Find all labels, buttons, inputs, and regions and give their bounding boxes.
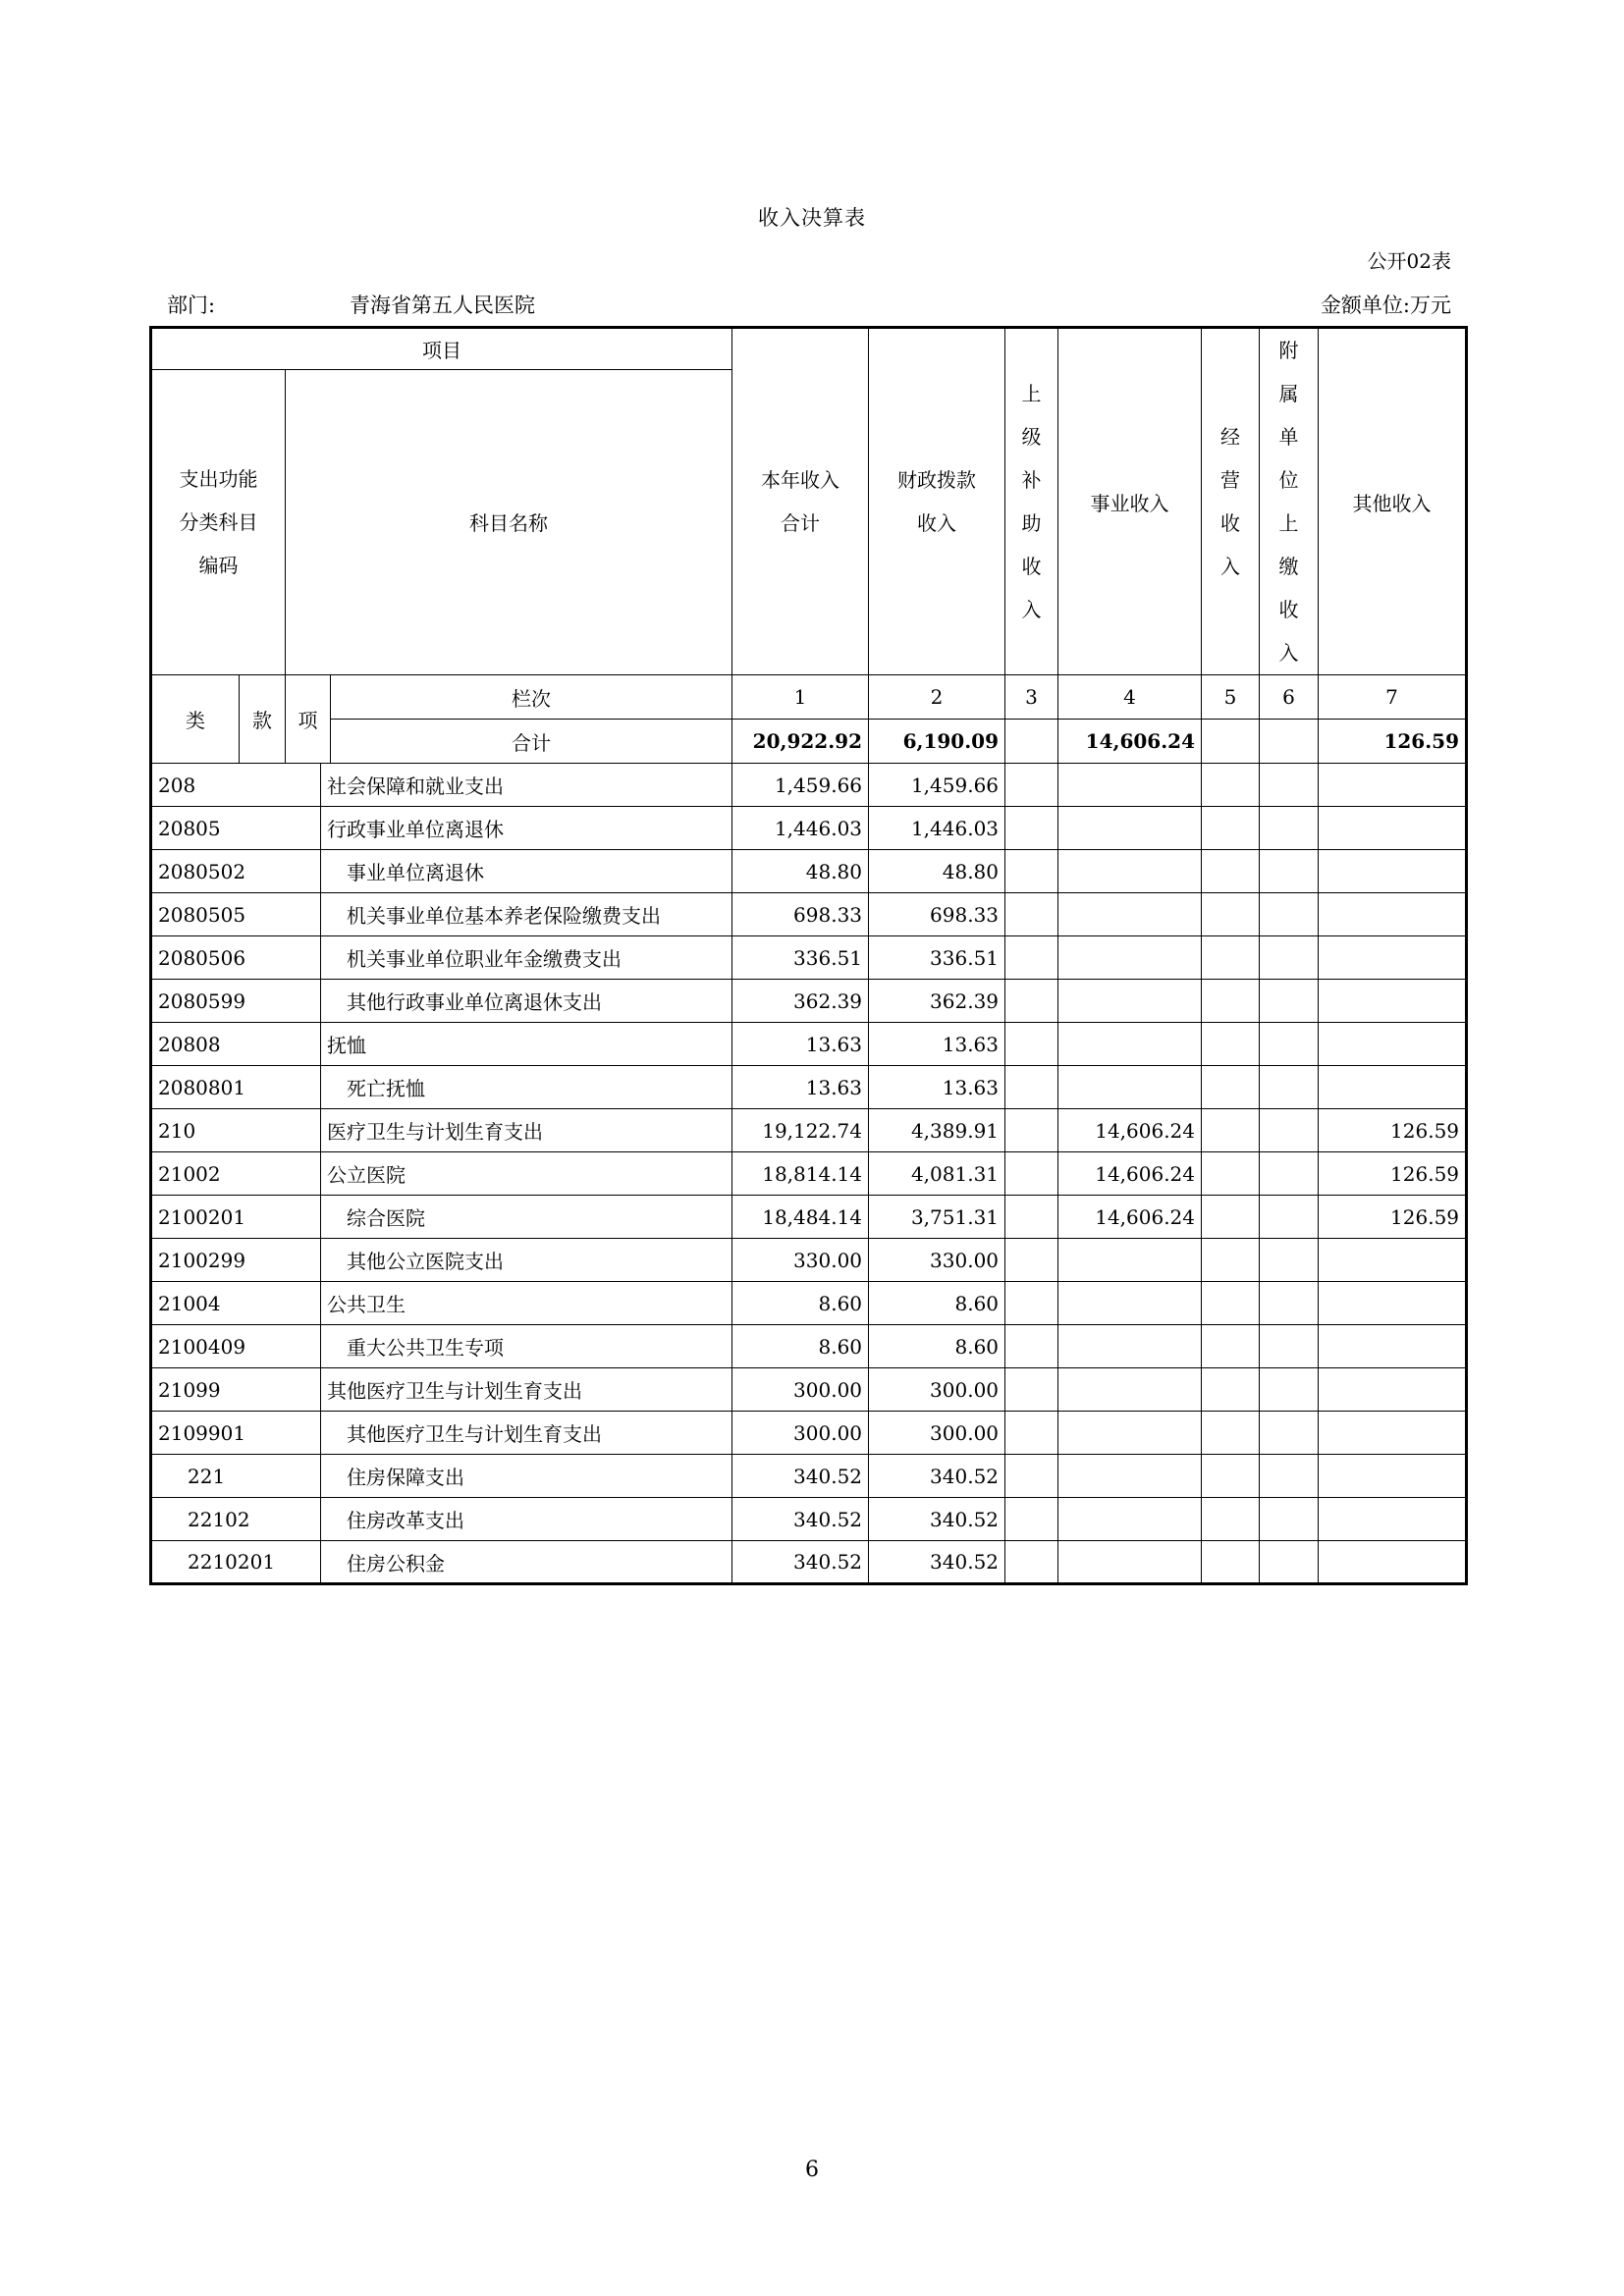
table-row [151,807,1467,850]
row-value: 340.52 [732,1498,869,1541]
row-code: 2100201 [151,1196,321,1239]
row-value: 13.63 [732,1066,869,1109]
table-row [151,1412,1467,1455]
total-cell: 126.59 [1319,720,1467,764]
table-row [151,764,1467,807]
header-affiliated: 附属单位上缴收入 [1260,328,1319,675]
department-label: 部门: [167,294,216,317]
row-code: 2109901 [151,1412,321,1455]
row-value [1202,1325,1260,1368]
row-value [1202,1541,1260,1584]
row-value: 340.52 [732,1455,869,1498]
row-name: 医疗卫生与计划生育支出 [321,1109,732,1152]
col-no: 1 [732,675,869,720]
row-value: 336.51 [732,936,869,980]
row-value [1319,850,1467,893]
row-value: 3,751.31 [869,1196,1005,1239]
row-value: 13.63 [869,1023,1005,1066]
row-value: 8.60 [869,1325,1005,1368]
row-name: 其他医疗卫生与计划生育支出 [321,1368,732,1412]
col-no: 2 [869,675,1005,720]
row-value [1005,1239,1058,1282]
row-value [1005,1541,1058,1584]
row-value [1005,936,1058,980]
col-no: 7 [1319,675,1467,720]
row-value: 340.52 [869,1498,1005,1541]
row-name: 行政事业单位离退休 [321,807,732,850]
table-row [151,1282,1467,1325]
row-value [1005,893,1058,936]
header-func-code: 支出功能分类科目编码 [151,369,286,674]
income-final-accounts-table [149,326,1468,1585]
row-value: 14,606.24 [1058,1196,1202,1239]
row-name: 公共卫生 [321,1282,732,1325]
row-value [1260,1368,1319,1412]
col-no: 5 [1202,675,1260,720]
row-value [1260,936,1319,980]
row-code: 2080502 [151,850,321,893]
row-code: 21002 [151,1152,321,1196]
row-value [1058,1541,1202,1584]
header-operating: 经营收入 [1202,328,1260,675]
row-value [1260,893,1319,936]
amount-unit: 金额单位:万元 [1320,294,1451,317]
row-value [1058,1498,1202,1541]
row-value: 330.00 [869,1239,1005,1282]
row-value [1260,1541,1319,1584]
row-code: 221 [151,1455,321,1498]
table-row [151,1023,1467,1066]
row-value [1260,1498,1319,1541]
row-value [1058,807,1202,850]
row-value [1319,1541,1467,1584]
row-code: 2100409 [151,1325,321,1368]
table-row [151,1109,1467,1152]
row-code: 210 [151,1109,321,1152]
row-name: 住房公积金 [321,1541,732,1584]
col-no: 6 [1260,675,1319,720]
row-value [1202,1152,1260,1196]
row-value: 1,446.03 [869,807,1005,850]
row-value [1005,1152,1058,1196]
row-value: 4,389.91 [869,1109,1005,1152]
row-value [1058,893,1202,936]
total-cell [1005,720,1058,764]
row-name: 住房保障支出 [321,1455,732,1498]
row-value [1260,850,1319,893]
row-value [1202,1196,1260,1239]
row-value [1202,1412,1260,1455]
row-value [1005,807,1058,850]
row-value: 1,446.03 [732,807,869,850]
row-value [1005,1282,1058,1325]
row-code: 2080506 [151,936,321,980]
department-name: 青海省第五人民医院 [350,294,535,317]
row-value [1058,1368,1202,1412]
row-value [1005,764,1058,807]
row-value [1202,1455,1260,1498]
header-project: 项目 [151,328,732,370]
row-value: 362.39 [732,980,869,1023]
row-value [1005,1325,1058,1368]
row-code: 21099 [151,1368,321,1412]
page-title: 收入决算表 [758,206,866,230]
row-value [1260,764,1319,807]
table-row [151,1368,1467,1412]
table-row [151,1455,1467,1498]
row-value: 8.60 [732,1325,869,1368]
row-name: 死亡抚恤 [321,1066,732,1109]
row-value [1005,1196,1058,1239]
row-value [1319,1325,1467,1368]
row-value: 300.00 [732,1412,869,1455]
row-value [1005,1498,1058,1541]
header-subject-name: 科目名称 [286,369,732,674]
total-cell [1260,720,1319,764]
row-name: 社会保障和就业支出 [321,764,732,807]
row-value [1260,1412,1319,1455]
row-value [1319,1239,1467,1282]
total-cell: 6,190.09 [869,720,1005,764]
row-value: 340.52 [732,1541,869,1584]
row-value [1202,936,1260,980]
row-value [1005,980,1058,1023]
total-cell: 14,606.24 [1058,720,1202,764]
row-value [1058,980,1202,1023]
row-name: 公立医院 [321,1152,732,1196]
row-value: 18,484.14 [732,1196,869,1239]
row-name: 其他公立医院支出 [321,1239,732,1282]
row-value [1319,1412,1467,1455]
col-no: 3 [1005,675,1058,720]
row-value [1202,1239,1260,1282]
row-value: 336.51 [869,936,1005,980]
row-value [1260,1325,1319,1368]
row-value: 8.60 [869,1282,1005,1325]
row-value [1319,1066,1467,1109]
row-value [1319,764,1467,807]
row-value: 362.39 [869,980,1005,1023]
row-value [1202,807,1260,850]
row-value [1058,1412,1202,1455]
row-value: 19,122.74 [732,1109,869,1152]
row-value [1260,1455,1319,1498]
header-xiang: 项 [286,675,331,764]
row-value: 4,081.31 [869,1152,1005,1196]
row-value: 698.33 [869,893,1005,936]
row-code: 20805 [151,807,321,850]
row-value [1005,850,1058,893]
row-value [1319,1455,1467,1498]
row-value [1202,850,1260,893]
table-row [151,980,1467,1023]
row-value: 126.59 [1319,1152,1467,1196]
row-value [1260,1152,1319,1196]
table-row [151,850,1467,893]
row-value [1058,764,1202,807]
row-value [1202,980,1260,1023]
row-value: 126.59 [1319,1109,1467,1152]
row-value [1260,1023,1319,1066]
row-name: 事业单位离退休 [321,850,732,893]
row-value [1005,1412,1058,1455]
header-superior: 上级补助收入 [1005,328,1058,675]
row-value [1319,1282,1467,1325]
header-column-no: 栏次 [331,675,732,720]
table-row [151,1196,1467,1239]
row-value [1202,1066,1260,1109]
row-value [1058,1239,1202,1282]
row-value [1005,1455,1058,1498]
row-value: 13.63 [732,1023,869,1066]
row-code: 2080801 [151,1066,321,1109]
row-value [1260,980,1319,1023]
row-value: 13.63 [869,1066,1005,1109]
row-name: 重大公共卫生专项 [321,1325,732,1368]
row-value: 1,459.66 [869,764,1005,807]
row-value: 14,606.24 [1058,1109,1202,1152]
table-row [151,1541,1467,1584]
row-value [1319,1498,1467,1541]
row-value: 300.00 [869,1412,1005,1455]
row-value: 340.52 [869,1541,1005,1584]
row-code: 2080599 [151,980,321,1023]
row-value: 698.33 [732,893,869,936]
row-value [1202,1109,1260,1152]
sum-label: 合计 [331,720,732,764]
row-code: 21004 [151,1282,321,1325]
header-kuan: 款 [240,675,286,764]
row-value [1202,1282,1260,1325]
row-value: 18,814.14 [732,1152,869,1196]
row-value: 300.00 [732,1368,869,1412]
row-name: 机关事业单位职业年金缴费支出 [321,936,732,980]
header-other: 其他收入 [1319,328,1467,675]
row-value [1058,850,1202,893]
total-cell [1202,720,1260,764]
row-value: 126.59 [1319,1196,1467,1239]
row-value: 340.52 [869,1455,1005,1498]
row-value [1058,1282,1202,1325]
row-code: 208 [151,764,321,807]
row-code: 2100299 [151,1239,321,1282]
row-value [1260,1109,1319,1152]
col-no: 4 [1058,675,1202,720]
row-name: 其他医疗卫生与计划生育支出 [321,1412,732,1455]
row-value [1319,1368,1467,1412]
row-value [1319,1023,1467,1066]
row-code: 22102 [151,1498,321,1541]
row-value [1058,1455,1202,1498]
row-value [1319,936,1467,980]
row-code: 2210201 [151,1541,321,1584]
table-row [151,893,1467,936]
row-value [1005,1368,1058,1412]
row-value [1202,893,1260,936]
row-value: 48.80 [869,850,1005,893]
row-code: 2080505 [151,893,321,936]
row-value: 330.00 [732,1239,869,1282]
row-value [1005,1023,1058,1066]
table-row [151,1498,1467,1541]
row-value [1058,1023,1202,1066]
row-value [1260,1282,1319,1325]
row-value: 1,459.66 [732,764,869,807]
row-value [1319,807,1467,850]
table-row [151,1152,1467,1196]
row-value [1202,1498,1260,1541]
row-value [1058,1325,1202,1368]
row-value [1202,1368,1260,1412]
row-value: 8.60 [732,1282,869,1325]
row-code: 20808 [151,1023,321,1066]
row-value [1319,980,1467,1023]
row-value [1260,1196,1319,1239]
header-fiscal: 财政拨款收入 [869,328,1005,675]
row-value [1202,764,1260,807]
table-row [151,936,1467,980]
total-cell: 20,922.92 [732,720,869,764]
row-value [1260,1239,1319,1282]
row-value: 48.80 [732,850,869,893]
row-value [1005,1066,1058,1109]
page-number: 6 [805,2158,819,2182]
row-value [1260,1066,1319,1109]
row-value [1202,1023,1260,1066]
header-total: 本年收入合计 [732,328,869,675]
row-name: 住房改革支出 [321,1498,732,1541]
row-value [1260,807,1319,850]
row-value: 300.00 [869,1368,1005,1412]
row-name: 综合医院 [321,1196,732,1239]
row-value: 14,606.24 [1058,1152,1202,1196]
form-number: 公开02表 [1367,249,1451,273]
header-business: 事业收入 [1058,328,1202,675]
table-row [151,1239,1467,1282]
row-name: 机关事业单位基本养老保险缴费支出 [321,893,732,936]
row-value [1058,1066,1202,1109]
row-name: 抚恤 [321,1023,732,1066]
table-row [151,1066,1467,1109]
row-value [1058,936,1202,980]
row-value [1319,893,1467,936]
row-name: 其他行政事业单位离退休支出 [321,980,732,1023]
header-lei: 类 [151,675,240,764]
table-row [151,1325,1467,1368]
row-value [1005,1109,1058,1152]
